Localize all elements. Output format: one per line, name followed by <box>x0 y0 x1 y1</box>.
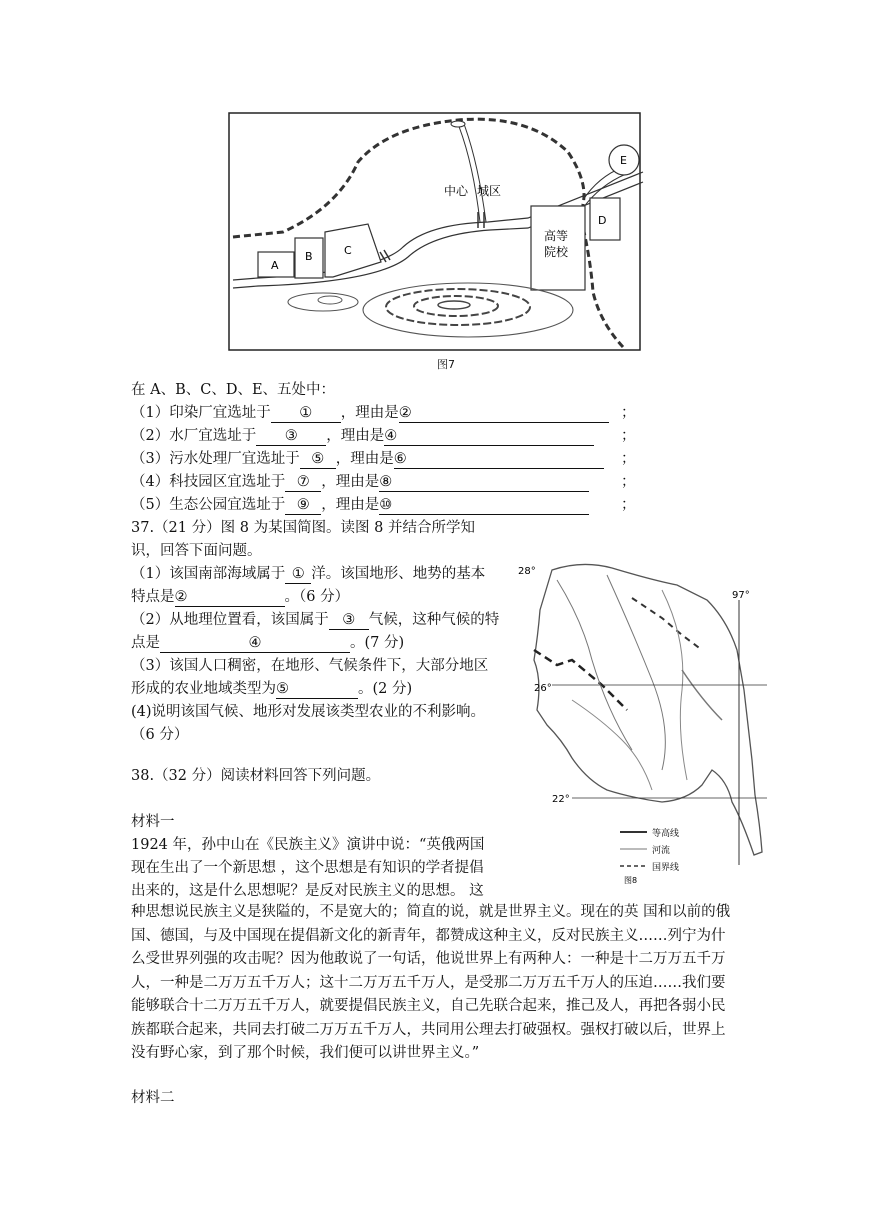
lat-26-label: 26° <box>534 683 552 694</box>
q36-item-4: （4）科技园区宜选址于 ⑦ ，理由是⑧ ； <box>131 474 636 490</box>
q37-p2-line2: 点是 ④ 。(7 分) <box>131 635 405 651</box>
answer-blank-2[interactable]: ② <box>399 404 609 423</box>
answer-blank-4[interactable]: ④ <box>384 427 594 446</box>
material-2-title: 材料二 <box>131 1090 175 1106</box>
q36-item-3: （3）污水处理厂宜选址于 ⑤ ，理由是⑥ ； <box>131 451 636 467</box>
answer-blank-5[interactable]: ⑤ <box>300 450 336 469</box>
q37-p3-line2: 形成的农业地域类型为⑤ 。(2 分) <box>131 681 413 697</box>
answer-blank-6[interactable]: ⑥ <box>394 450 604 469</box>
q36-item-1: （1）印染厂宜选址于 ① ，理由是② ； <box>131 405 636 421</box>
material-1-body: 种思想说民族主义是狭隘的，不是宽大的；简直的说，就是世界主义。现在的英 国和以前的俄国、德国，与及中国现在提倡新文化的新青年，都赞成这种主义，反对民族主义……列宁为什么受世界列强的攻击呢？因为他敢说了一句话，他说世界上有两种人：一种是十二万万五千万人，一种是二万万五千万人；这十二万万五千万人，是受那二万万五千万人的压迫……我们要能够联合十二万万五千万人，就要提倡民族主义，自己先联合起来，推己及人，再把各弱小民族都联合起来，共同去打破二万万五千万人，共同用公理去打破强权。强权打破以后，世界上没有野心家，到了那个时候，我们便可以讲世界主义。” <box>131 904 731 1061</box>
label-A: A <box>271 259 279 272</box>
lat-28-label: 28° <box>518 566 536 577</box>
q37-stem-1: 37.（21 分）图 8 为某国简图。读图 8 并结合所学知 <box>131 520 476 536</box>
figure-8-caption: 图8 <box>624 876 638 885</box>
figure-7-map <box>228 112 642 352</box>
q36-intro: 在 A、B、C、D、E、五处中： <box>131 382 336 398</box>
q36-item-2: （2）水厂宜选址于 ③ ，理由是④ ； <box>131 428 636 444</box>
answer-blank-7[interactable]: ⑦ <box>285 473 321 492</box>
answer-blank-q37-5[interactable]: ⑤ <box>276 680 358 699</box>
label-D: D <box>598 214 607 227</box>
label-B: B <box>305 250 313 263</box>
q36-item-5: （5）生态公园宜选址于 ⑨ ，理由是⑩ ； <box>131 497 636 513</box>
q37-p1-line1: （1）该国南部海域属于 ① 洋。该国地形、地势的基本 <box>131 566 486 582</box>
legend-contour: 等高线 <box>652 829 680 839</box>
label-center: 中心 <box>444 184 469 198</box>
material-1-line-2: 现在生出了一个新思想 ，这个思想是有知识的学者提倡 <box>131 860 484 876</box>
answer-blank-8[interactable]: ⑧ <box>379 473 589 492</box>
lon-97-label: 97° <box>732 590 750 601</box>
answer-blank-q37-1[interactable]: ① <box>285 565 311 584</box>
q37-p3-line1: （3）该国人口稠密，在地形、气候条件下，大部分地区 <box>131 658 489 674</box>
answer-blank-3[interactable]: ③ <box>256 427 326 446</box>
q37-p4-line2: （6 分） <box>131 727 189 743</box>
answer-blank-q37-4[interactable]: ④ <box>160 634 350 653</box>
material-1-title: 材料一 <box>131 814 175 830</box>
q37-stem-2: 识，回答下面问题。 <box>131 543 262 559</box>
answer-blank-q37-2[interactable]: ② <box>175 588 285 607</box>
figure-8-map <box>512 540 782 885</box>
label-C: C <box>344 244 352 257</box>
q37-p2-line1: （2）从地理位置看，该国属于 ③ 气候，这种气候的特 <box>131 612 500 628</box>
legend-border: 国界线 <box>652 863 680 873</box>
label-university-2: 院校 <box>544 245 569 259</box>
q37-p1-line2: 特点是② 。（6 分） <box>131 589 350 605</box>
q37-p4-line1: (4)说明该国气候、地形对发展该类型农业的不利影响。 <box>131 704 486 720</box>
answer-blank-10[interactable]: ⑩ <box>379 496 589 515</box>
figure-7-caption: 图7 <box>437 358 455 371</box>
label-university-1: 高等 <box>544 229 569 243</box>
material-1-line-1: 1924 年，孙中山在《民族主义》演讲中说：“英俄两国 <box>131 837 485 853</box>
answer-blank-1[interactable]: ① <box>271 404 341 423</box>
answer-blank-9[interactable]: ⑨ <box>285 496 321 515</box>
q38-title: 38.（32 分）阅读材料回答下列问题。 <box>131 768 381 784</box>
material-1-line-3: 出来的，这是什么思想呢？是反对民族主义的思想。 这 <box>131 883 484 899</box>
legend-river: 河流 <box>652 846 671 856</box>
label-E: E <box>620 154 627 167</box>
answer-blank-q37-3[interactable]: ③ <box>329 611 369 630</box>
label-city: 城区 <box>477 184 502 198</box>
lat-22-label: 22° <box>552 794 570 805</box>
